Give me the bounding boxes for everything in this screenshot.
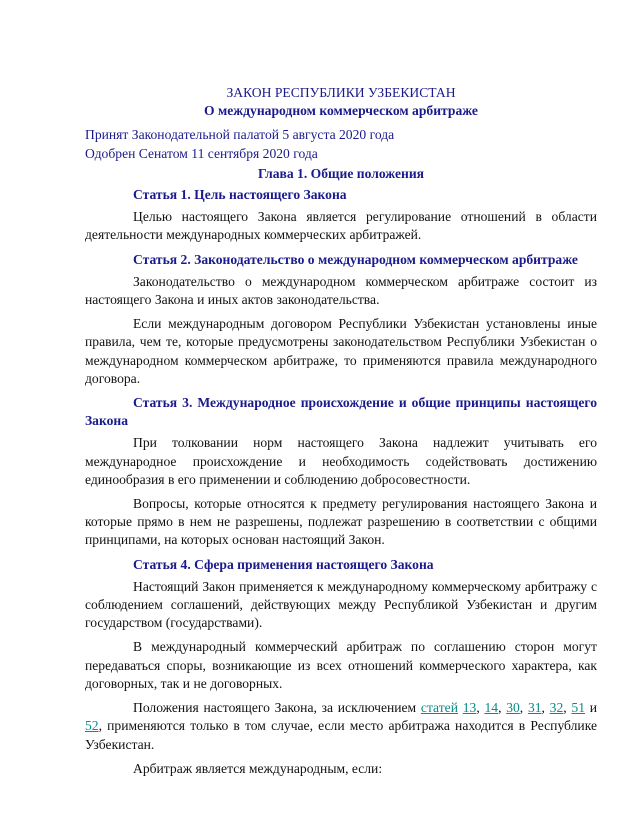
document-page	[85, 84, 597, 784]
p3-end: , применяются только в том случае, если место арбитража находится в Республике Узбекистан.	[85, 718, 597, 752]
separator: ,	[563, 700, 572, 716]
p3-start: Положения настоящего Закона, за исключением	[133, 700, 421, 716]
article-4-paragraph-4: Арбитраж является международным, если:	[133, 760, 383, 776]
article-3-paragraph-2: Вопросы, которые относятся к предмету регулирования настоящего Закона и которые прямо в нем не разрешены, подлежат разрешению в соответствии с общими принципами, на которых основан настоящий Закон.	[85, 496, 597, 548]
separator: ,	[541, 700, 550, 716]
article-4-paragraph-3	[85, 699, 597, 754]
article-2-heading: Статья 2. Законодательство о международном коммерческом арбитраже	[133, 251, 578, 267]
article-1-heading: Статья 1. Цель настоящего Закона	[133, 187, 347, 203]
article-3-heading: Статья 3. Международное происхождение и общие принципы настоящего Закона	[85, 395, 597, 429]
law-title: ЗАКОН РЕСПУБЛИКИ УЗБЕКИСТАН	[226, 85, 456, 100]
link-article-52[interactable]: 52	[85, 718, 99, 734]
link-article-13[interactable]: 13	[462, 700, 477, 716]
article-3-paragraph-1: При толковании норм настоящего Закона надлежит учитывать его международное происхождение и необходимость содействовать достижению единообразия в его применении и соблюдению добросовестности.	[85, 435, 597, 487]
separator: ,	[498, 700, 507, 716]
link-article-30[interactable]: 30	[506, 700, 520, 716]
article-4-paragraph-1: Настоящий Закон применяется к международному коммерческому арбитражу с соблюдением соглашений, действующих между Республикой Узбекистан и другим государством (государствами).	[85, 578, 597, 631]
separator: ,	[519, 700, 528, 716]
article-1-paragraph: Целью настоящего Закона является регулирование отношений в области деятельности международных коммерческих арбитражей.	[85, 209, 597, 243]
link-article-14[interactable]: 14	[484, 700, 499, 716]
article-4-paragraph-2: В международный коммерческий арбитраж по соглашению сторон могут передаваться споры, возникающие из всех отношений коммерческого характера, как договорных, так и не договорных.	[85, 639, 597, 691]
adopted-date: Принят Законодательной палатой 5 августа 2020 года	[85, 127, 395, 143]
approved-date: Одобрен Сенатом 11 сентября 2020 года	[85, 145, 318, 161]
article-4-heading: Статья 4. Сфера применения настоящего Закона	[133, 556, 434, 572]
article-2-paragraph-1: Законодательство о международном коммерческом арбитраже состоит из настоящего Закона и иных актов законодательства.	[85, 273, 597, 308]
link-article-51[interactable]: 51	[571, 700, 585, 716]
link-article-31[interactable]: 31	[527, 700, 542, 716]
article-2-paragraph-2: Если международным договором Республики Узбекистан установлены иные правила, чем те, которые предусмотрены законодательством Республики Узбекистан о международном коммерческом арбитраже, то применяются правила международного договора.	[85, 316, 597, 386]
law-subtitle: О международном коммерческом арбитраже	[204, 103, 478, 119]
link-articles[interactable]: статей	[420, 700, 458, 716]
separator: ,	[476, 700, 485, 716]
chapter-heading: Глава 1. Общие положения	[257, 165, 425, 181]
conjunction: и	[585, 700, 598, 716]
link-article-32[interactable]: 32	[549, 700, 564, 716]
